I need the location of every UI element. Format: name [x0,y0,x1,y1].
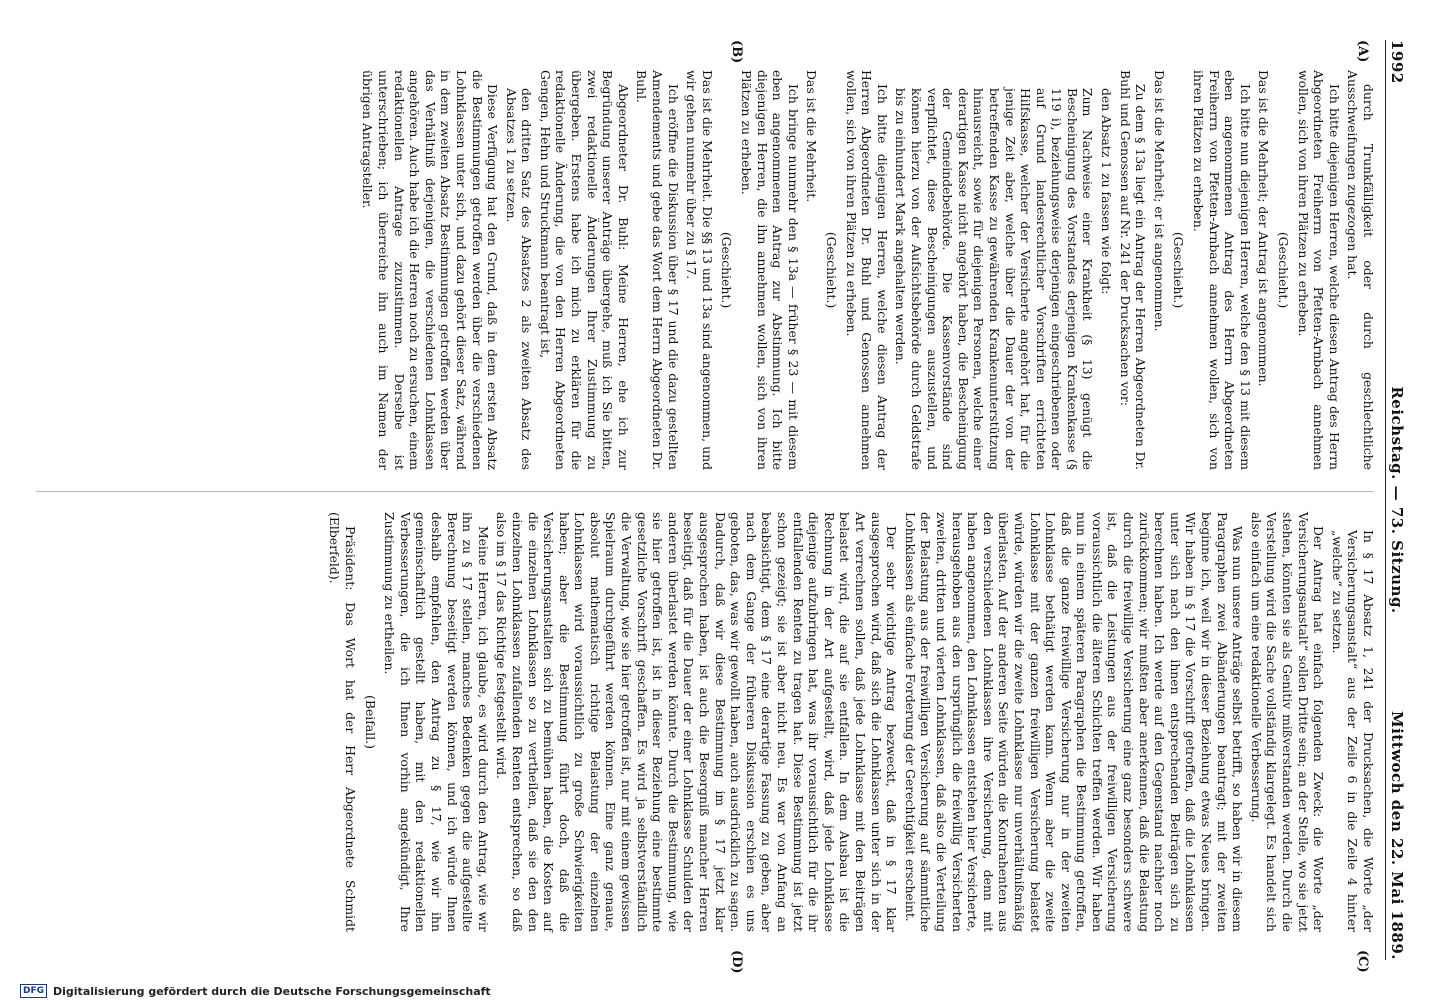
column-divider [36,491,1374,492]
paragraph: Der Antrag hat einfach folgenden Zweck: die Worte „der Versicherungsanstalt“ sollen Dritte sein; an der Stelle, wo sie jetzt stehen, könnten sie als Genitiv mißverstanden werden. Durch die Verstellung wird die Sache vollständig klargelegt. Es handelt sich also einfach um eine redaktionelle Verbesserung. [1248,512,1327,932]
paragraph: (Geschieht.) [824,231,839,309]
page-number: 1992 [1388,40,1406,84]
margin-marker-b: (B) [729,40,744,64]
paragraph: Was nun unsere Anträge selbst betrifft, so haben wir in diesem Paragraphen zwei Abänderungen beantragt; mit der zweiten beginne ich, weil wir in dieser Beziehung etwas Neues bringen. Wir haben in § 17 die Vorschrift getroffen, daß die Lohnklassen unter sich nach den ihnen entsprechenden Beiträgen sich zu berechnen haben. Ich werde auf den Gegenstand nachher noch zurückkommen; wir mußten aber anerkennen, daß die Belastung durch die freiwillige Versicherung eine ganz besonders schwere ist, daß die Leistungen aus der freiwilligen Versicherung voraussichtlich die älteren Schichten treffen werden. Wir haben nun in einem späteren Paragraphen die Bestimmung getroffen, daß die ganze freiwillige Versicherung nur in der zweiten Lohnklasse bethätigt werden kann. Wenn aber die zweite Lohnklasse mit der ganzen freiwilligen Versicherung belastet würde, würden wir die zweite Lohnklasse nur unverhältnißmäßig überlasten. Auf der anderen Seite würden die Kontrahenten aus den verschiedenen Lohnklassen ihre Versicherung, denn mit haben angenommen, den Lohnklassen entstehen hier Versicherte, herausgehoben aus den ursprünglich die freiwillig Versicherten zweiten, dritten und vierten Lohnklassen, daß also die Verteilung der Belastung aus der freiwilligen Versicherung auf sämmtliche Lohnklassen als einfache Forderung der Gerechtigkeit erscheint. [902,512,1246,932]
paragraph: Zu dem § 13a liegt ein Antrag der Herren Abgeordneten Dr. Buhl und Genossen auf Nr. 241 der Drucksachen vor: [1117,70,1149,470]
paragraph: Ich bitte diejenigen Herren, welche diesen Antrag der Herren Abgeordneten Dr. Buhl und Genossen annehmen wollen, sich von ihren Plätzen zu erheben. [843,70,890,470]
paragraph: Meine Herren, ich glaube, es wird durch den Antrag, wie wir ihn zu § 17 stellen, manches Bedenken gegen die aufgestellte Berechnung beseitigt werden können, und ich würde Ihnen deshalb empfehlen, den Antrag zu § 17, wie wir ihn gemeinschaftlich gestellt haben, mit den redaktionellen Verbesserungen, die ich Ihnen vorhin angekündigt, Ihre Zustimmung zu ertheilen. [382,512,491,932]
paragraph: Zum Nachweise einer Krankheit (§ 13) genügt die Bescheinigung des Vorstandes derjenigen Krankenkasse (§ 119 i), beziehungsweise derjenigen eingeschriebenen oder auf Grund landesrechtlicher Vorschriften errichteten Hilfskasse, welcher der Versicherte angehört hat, für die jenige Zeit aber, welche über die Dauer der von der betreffenden Kasse zu gewährenden Krankenunterstützung hinausreicht, sowie für diejenigen Personen, welche einer derartigen Kasse nicht angehört haben, die Bescheinigung der Gemeindebehörde. Die Kassenvorstände sind verpflichtet, diese Bescheinigungen auszustellen, und können hierzu von der Aufsichtsbehörde durch Geldstrafe bis zu einhundert Mark angehalten werden. [893,88,1096,470]
paragraph: In § 17 Absatz 1, 241 der Drucksachen, die Worte „der Versicherungsanstalt“ aus der Zeile 6 in die Zeile 4 hinter „welche“ zu setzen. [1329,530,1376,932]
session-title: Reichstag. — 73. Sitzung. [1388,386,1406,614]
footer-text: Digitalisierung gefördert durch die Deutsche Forschungsgemeinschaft [53,984,491,998]
paragraph: Ich bitte nun diejenigen Herren, welche den § 13 mit diesem eben angenommenen Antrag des Herrn Abgeordneten Freiherrn von Pfetten-Arnbach annehmen wollen, sich von ihren Plätzen zu erheben. [1191,70,1253,470]
margin-marker-c: (C) [1355,950,1370,973]
dfg-logo-icon: DFG [20,984,47,998]
page-header [1385,40,1414,960]
paragraph: Ich eröffne die Diskussion über § 17 und die dazu gestellten Amendements und gebe das Wort dem Herrn Abgeordneten Dr. Buhl. [634,70,681,471]
paragraph: Ich bringe nunmehr den § 13a — früher § 23 — mit diesem eben angenommenen Antrag zur Abstimmung. Ich bitte diejenigen Herren, die ihn annehmen wollen, sich von ihren Plätzen zu erheben. [739,70,801,470]
session-date: Mittwoch den 22. Mai 1889. [1388,710,1406,960]
paragraph: (Geschieht.) [1171,231,1187,309]
paragraph: Das ist die Mehrheit; er ist angenommen. [1151,70,1167,332]
paragraph: Präsident: Das Wort hat der Herr Abgeordnete Schmidt (Elberfeld). [327,512,358,932]
right-column [30,512,1376,932]
paragraph: (Beifall.) [362,695,378,749]
paragraph: durch Trunkfälligkeit oder durch geschlechtliche Ausschweifungen zugezogen hat. [1345,70,1376,470]
left-column [30,70,1376,470]
digitization-footer [0,984,1432,998]
paragraph: den dritten Satz des Absatzes 2 als zweiten Absatz des Absatzes 1 zu setzen. [503,88,535,470]
paragraph: Ich bitte diejenigen Herren, welche diesen Antrag des Herrn Abgeordneten Freiherrn von Pfetten-Arnbach annehmen wollen, sich von ihren Plätzen zu erheben. [1295,70,1342,470]
paragraph: Das ist die Mehrheit. Die §§ 13 und 13a sind angenommen, und wir gehen nunmehr über zu § 17. [684,70,715,470]
margin-marker-d: (D) [729,950,744,974]
margin-marker-a: (A) [1355,40,1370,63]
paragraph: (Geschieht.) [719,231,735,309]
paragraph: Das ist die Mehrheit. [804,70,820,203]
paragraph: den Absatz 1 zu fassen wie folgt: [1099,88,1115,295]
paragraph: Abgeordneter Dr. Buhl: Meine Herren, ehe ich zur Begründung unserer Anträge übergehe, muß ich Sie bitten, zwei redaktionelle Änderungen Ihrer Zustimmung zu übergeben. Erstens habe ich mich zu erklären für die redaktionelle Änderung, die von den Herren Abgeordneten Gengen, Hehn und Struckmann beantragt ist, [537,70,631,470]
paragraph: Diese Verfügung hat den Grund, daß in dem ersten Absatz die Bestimmungen getroffen werden über die verschiedenen Lohnklassen unter sich, und dazu gehört dieser Satz, während in dem zweiten Absatz Bestimmungen getroffen werden über das Verhältniß derjenigen, die verschiedenen Lohnklassen angehören. Auch habe ich die Herren noch zu ersuchen, einem redaktionellen Antrage zuzustimmen. Derselbe ist unterschrieben; ich überreiche ihn auch im Namen der übrigen Antragsteller. [360,70,501,470]
paragraph: (Geschieht.) [1276,231,1292,309]
paragraph: Der sehr wichtige Antrag bezweckt, daß in § 17 klar ausgesprochen wird, daß sich die Lohnklassen unter sich in der Art verrechnen sollen, daß jede Lohnklasse mit den Beiträgen belastet wird, die auf sie entfallen. In dem Ausbau ist die Rechnung in der Art aufgestellt, wird, daß jede Lohnklasse diejenige aufzubringen hat, was ihr voraussichtlich für die ihr entfallenden Renten zu tragen hat. Diese Bestimmung ist jetzt schon gezeigt; sie ist aber nicht neu. Es war von Anfang an beabsichtigt, dem § 17 eine derartige Fassung zu geben, aber nach dem Gange der früheren Diskussion erschien es uns geboten, das, was wir gewollt haben, auch ausdrücklich zu sagen. Dadurch, daß wir diese Bestimmung im § 17 jetzt klar ausgesprochen haben, ist auch die Besorgniß mancher Herren beseitigt, daß für die Dauer der einer Lohnklasse Schulden der anderen überlastet werden könnte. Durch die Bestimmung, wie sie hier getroffen ist, ist in dieser Beziehung eine bestimmte gesetzliche Vorschrift geschaffen. Es wird ja selbstverständlich die Verwaltung, wie sie hier getroffen ist, nur mit einem gewissen Spielraum durchgeführt werden können. Eine ganz genaue, absolut mathematisch richtige Belastung der einzelnen Lohnklassen wird voraussichtlich zu große Schwierigkeiten haben; aber die Bestimmung führt doch, daß die Versicherungsanstalten sich zu bemühen haben, die Kosten auf die einzelnen Lohnklassen so zu vertheilen, daß sie den den einzelnen Lohnklassen zufallenden Renten entsprechen, so daß also im § 17 das Richtige festgestellt wird. [494,512,900,932]
paragraph: Das ist die Mehrheit; der Antrag ist angenommen. [1256,70,1272,387]
